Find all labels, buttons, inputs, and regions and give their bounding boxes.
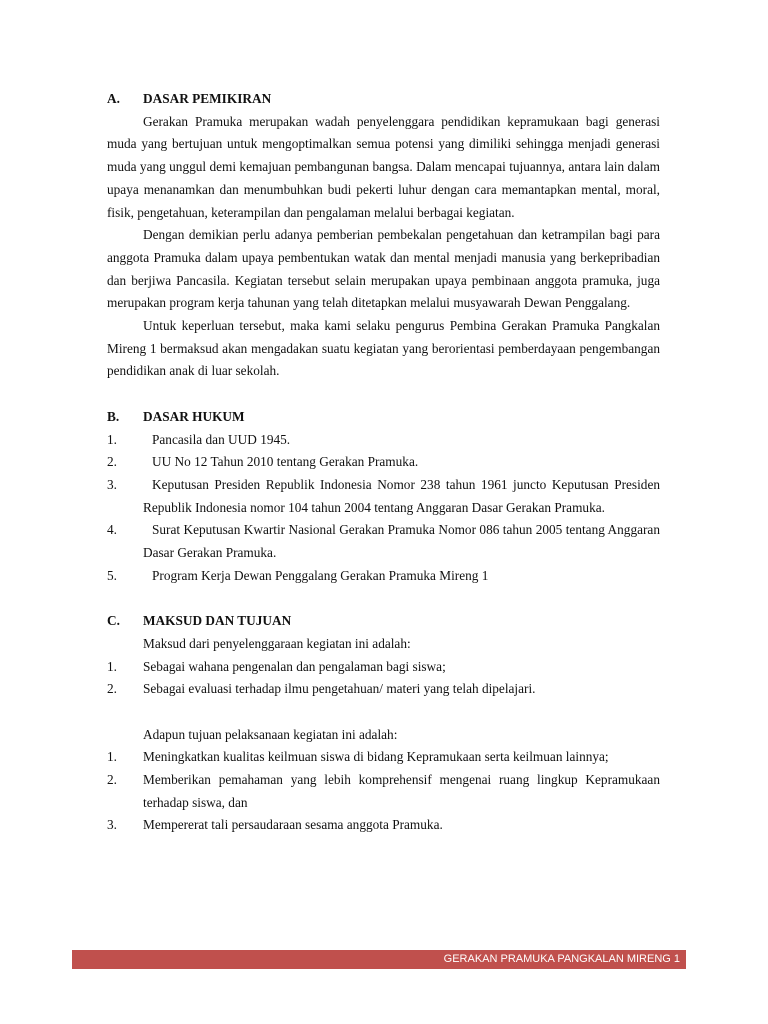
list-item-text: Meningkatkan kualitas keilmuan siswa di bidang Kepramukaan serta keilmuan lainnya; (143, 749, 609, 765)
list-item-text: Keputusan Presiden Republik Indonesia Nomor 238 tahun 1961 juncto Keputusan Presiden Republik Indonesia nomor 104 tahun 2004 tentang Anggaran Dasar Gerakan Pramuka. (143, 476, 660, 515)
list-item-text: Memberikan pemahaman yang lebih komprehensif mengenai ruang lingkup Kepramukaan terhadap siswa, dan (143, 772, 660, 810)
list-item-number: 2. (107, 454, 117, 470)
section-a-title: DASAR PEMIKIRAN (143, 91, 272, 106)
section-b-letter: B. (107, 408, 120, 424)
list-item-text: Surat Keputusan Kwartir Nasional Gerakan Pramuka Nomor 086 tahun 2005 tentang Anggaran Dasar Gerakan Pramuka. (143, 522, 660, 561)
list-item (107, 678, 660, 701)
section-b-heading (107, 406, 660, 429)
section-a-heading (107, 88, 660, 111)
list-item-number: 3. (107, 817, 117, 833)
list-item-number: 5. (107, 567, 117, 583)
footer-text: GERAKAN PRAMUKA PANGKALAN MIRENG 1 (443, 953, 680, 965)
list-item (107, 451, 660, 474)
list-item (107, 565, 660, 588)
section-a-paragraph: Dengan demikian perlu adanya pemberian pembekalan pengetahuan dan ketrampilan bagi para anggota Pramuka dalam upaya pembentukan watak dan mental menjadi manusia yang berkepribadian dan berjiwa Pancasila. Kegiatan tersebut selain merupakan upaya pembinaan anggota pramuka, juga merupakan program kerja tahunan yang telah ditetapkan melalui musyawarah Dewan Penggalang. (107, 227, 660, 311)
list-item (107, 519, 660, 564)
list-item (107, 656, 660, 679)
list-item-text: Sebagai wahana pengenalan dan pengalaman bagi siswa; (143, 658, 446, 674)
section-a-paragraph: Untuk keperluan tersebut, maka kami selaku pengurus Pembina Gerakan Pramuka Pangkalan Mireng 1 bermaksud akan mengadakan suatu kegiatan yang berorientasi pemberdayaan pengembangan pendidikan anak di luar sekolah. (107, 318, 660, 379)
section-c-title: MAKSUD DAN TUJUAN (143, 613, 292, 629)
section-c-letter: C. (107, 613, 120, 629)
list-item-text: Sebagai evaluasi terhadap ilmu pengetahuan/ materi yang telah dipelajari. (143, 681, 536, 697)
list-item-text: UU No 12 Tahun 2010 tentang Gerakan Pramuka. (152, 454, 419, 470)
list-item-number: 3. (107, 476, 117, 492)
list-item (107, 746, 660, 769)
list-item-number: 1. (107, 749, 117, 765)
list-item-text: Mempererat tali persaudaraan sesama anggota Pramuka. (143, 817, 443, 833)
maksud-intro: Maksud dari penyelenggaraan kegiatan ini adalah: (143, 635, 411, 651)
list-item (107, 429, 660, 452)
list-item (107, 814, 660, 837)
list-item-text: Pancasila dan UUD 1945. (152, 431, 291, 447)
list-item (107, 769, 660, 814)
list-item-number: 2. (107, 772, 117, 787)
section-a-paragraph: Gerakan Pramuka merupakan wadah penyelenggara pendidikan kepramukaan bagi generasi muda yang bertujuan untuk mengoptimalkan semua potensi yang dimiliki sehingga menjadi generasi muda yang unggul demi kemajuan pembangunan bangsa. Dalam mencapai tujuannya, antara lain dalam upaya menanamkan dan menumbuhkan budi pekerti luhur dengan cara memantapkan mental, moral, fisik, pengetahuan, keterampilan dan pengalaman melalui berbagai kegiatan. (107, 113, 660, 220)
footer-bar (72, 950, 686, 969)
document-body (107, 88, 660, 837)
list-item-number: 4. (107, 522, 117, 538)
section-b-title: DASAR HUKUM (143, 408, 245, 424)
list-item-number: 1. (107, 431, 117, 447)
tujuan-intro: Adapun tujuan pelaksanaan kegiatan ini adalah: (143, 726, 398, 742)
list-item (107, 474, 660, 519)
list-item-text: Program Kerja Dewan Penggalang Gerakan Pramuka Mireng 1 (152, 567, 489, 583)
section-c-heading (107, 610, 660, 633)
list-item-number: 2. (107, 681, 117, 697)
section-a-letter: A. (107, 91, 120, 106)
list-item-number: 1. (107, 658, 117, 674)
